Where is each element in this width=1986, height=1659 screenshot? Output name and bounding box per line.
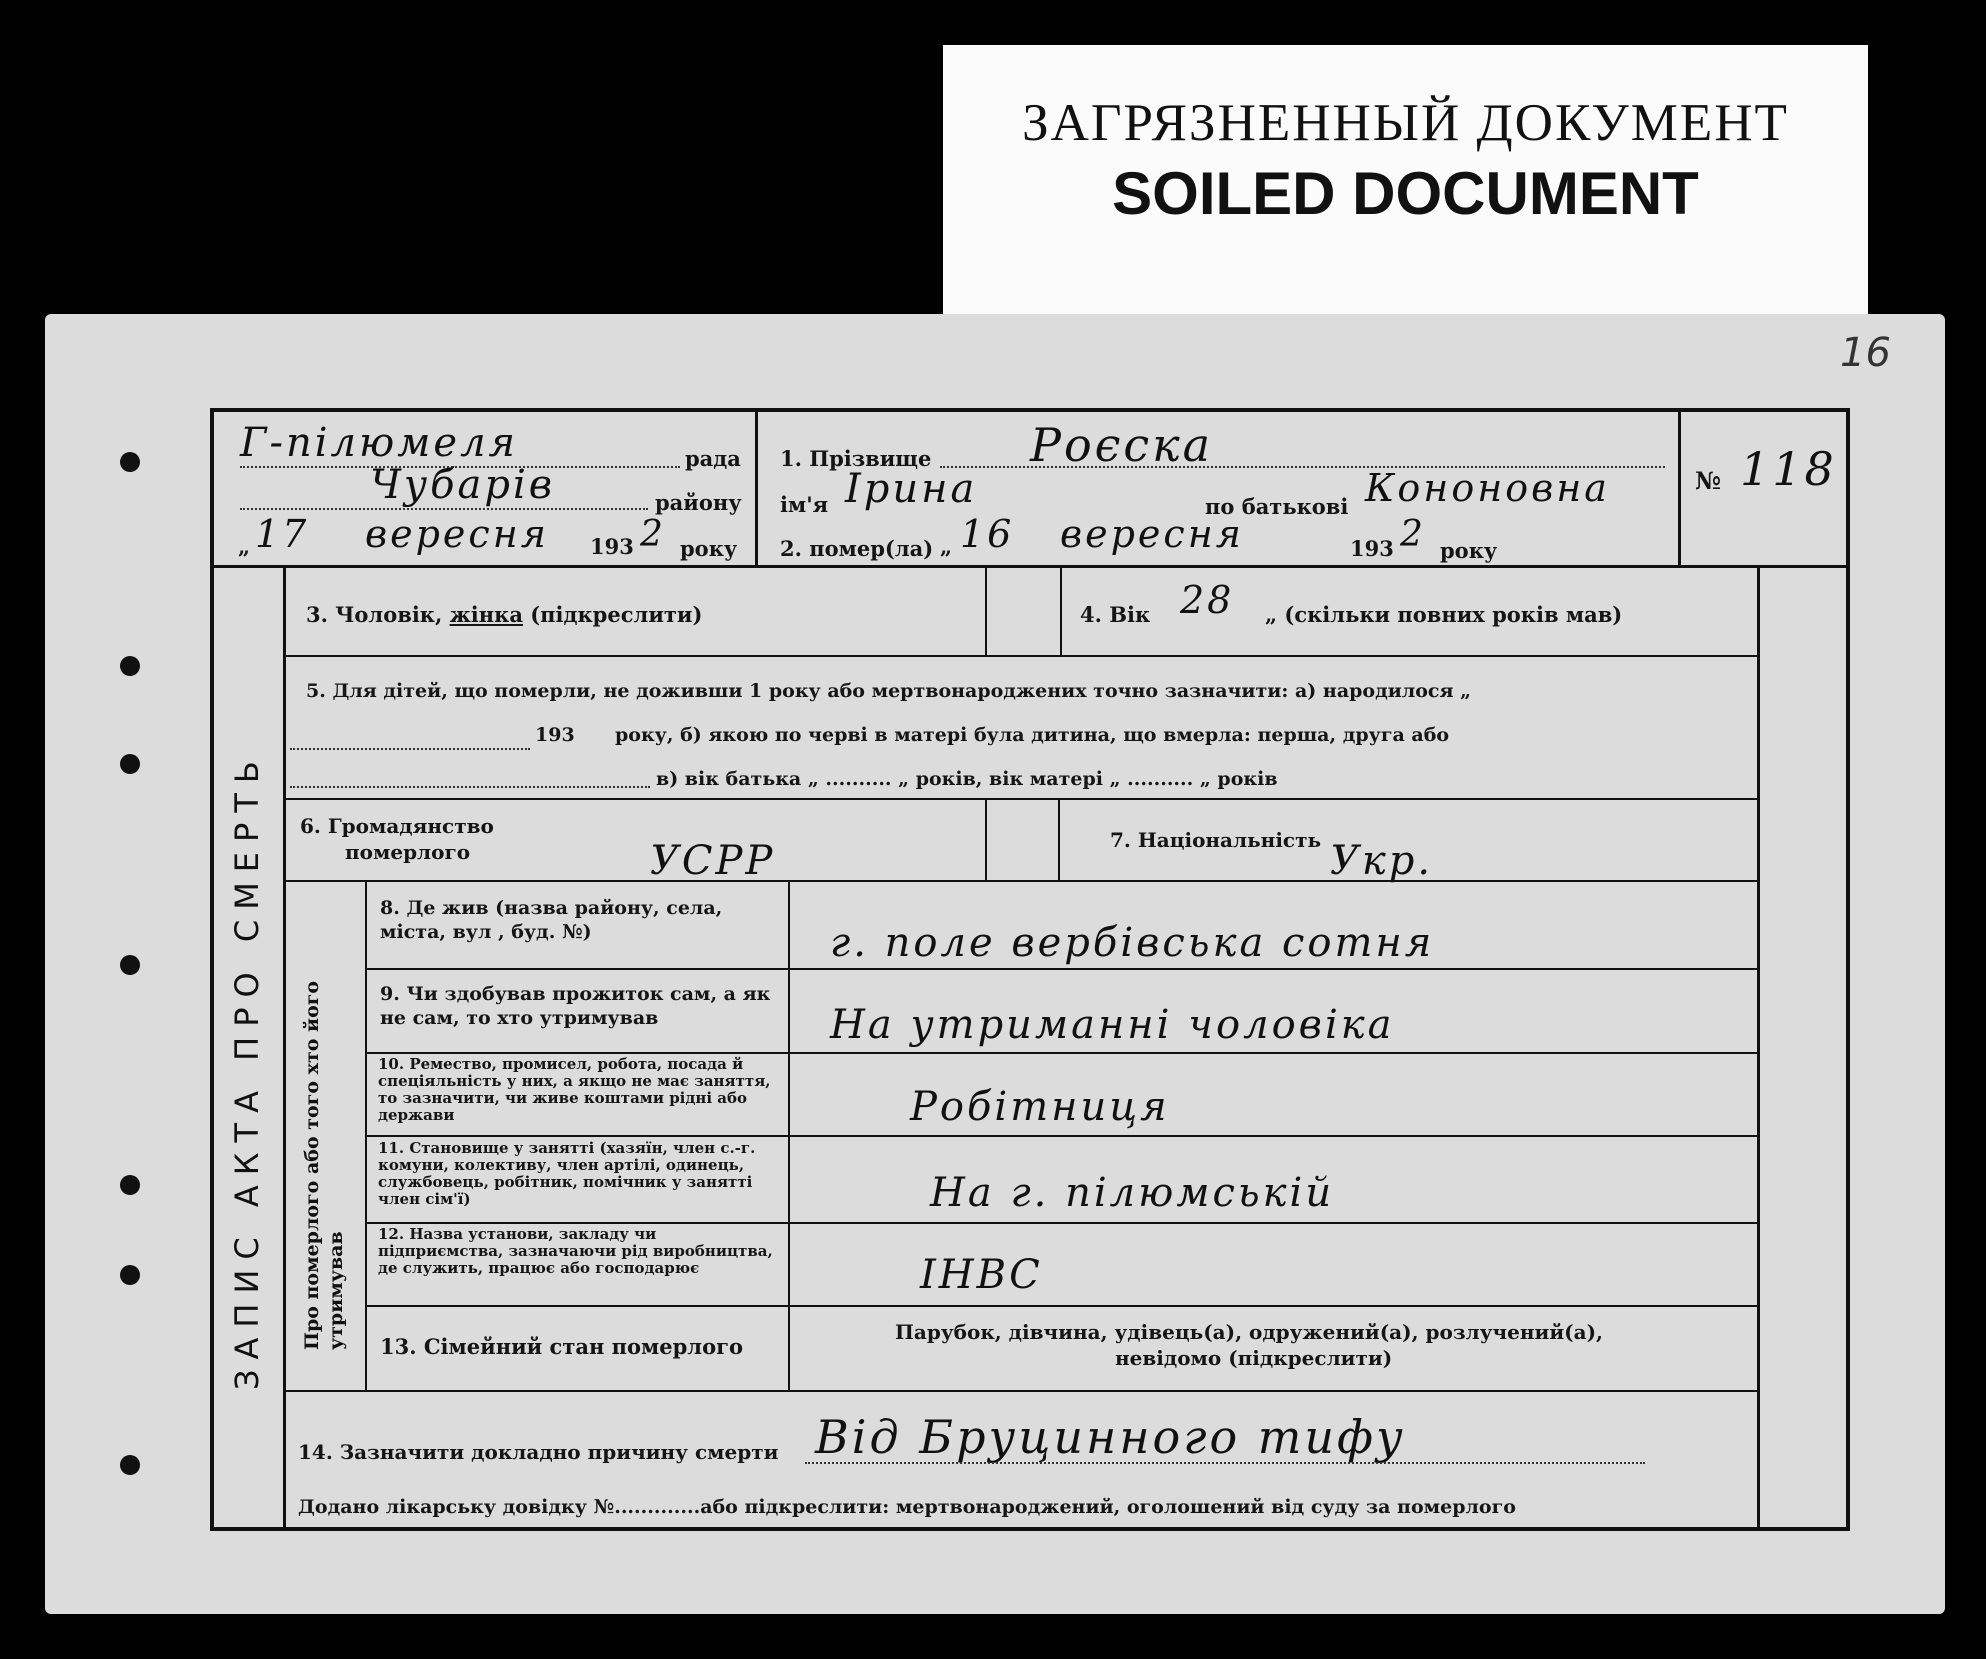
- field-12-label: 12. Назва установи, закладу чи підприємства, зазначаючи рід виробництва, де служить, працює або господарює: [378, 1225, 773, 1277]
- field-7-value: Укр.: [1330, 838, 1434, 884]
- number-label: №: [1695, 466, 1722, 495]
- reg-year-hand: 2: [640, 514, 666, 555]
- rayon-handwritten: Чубарів: [370, 462, 556, 508]
- field-9-label: 9. Чи здобував прожиток сам, а як не сам, то хто утримував: [380, 983, 771, 1029]
- died-label: 2. помер(ла): [780, 536, 934, 561]
- name-value: Ірина: [845, 466, 978, 512]
- punch-hole: [120, 452, 140, 472]
- footer-note: Додано лікарську довідку №.............або підкреслити: мертвонароджений, оголошений від суду за померлого: [298, 1496, 1516, 1518]
- field-5-line1: 5. Для дітей, що померли, не доживши 1 року або мертвонароджених точно зазначити: а) народилося „: [306, 680, 1472, 702]
- punch-hole: [120, 955, 140, 975]
- died-year-hand: 2: [1400, 514, 1426, 555]
- soiled-document-stamp: [943, 45, 1868, 330]
- reg-day: 17: [255, 512, 310, 556]
- field-6-value: УСРР: [650, 838, 776, 884]
- field-12-value: ІНВС: [920, 1252, 1043, 1298]
- reg-month: вересня: [365, 512, 549, 556]
- field-10-label: 10. Ремество, промисел, робота, посада й спеціяльність у них, а якщо не має заняття, то зазначити, чи живе коштами рідні або держави: [378, 1055, 771, 1124]
- field-4-age-value: 28: [1180, 578, 1235, 622]
- surname-label: 1. Прізвище: [780, 446, 932, 471]
- died-rik-label: року: [1440, 538, 1498, 563]
- patronymic-label: по батькові: [1205, 494, 1349, 519]
- field-5-line3: в) вік батька „ .......... „ років, вік матері „ .......... „ років: [656, 768, 1278, 790]
- punch-hole: [120, 1265, 140, 1285]
- reg-year-print: 193: [590, 534, 634, 559]
- field-8-label: 8. Де жив (назва району, села, міста, вул , буд. №): [380, 897, 723, 943]
- died-quote: „: [940, 534, 953, 559]
- field-6-label-1: 6. Громадянство: [300, 814, 494, 838]
- field-6-label-2: померлого: [345, 840, 471, 864]
- side-subtitle: Про померлого або того хто його утримував: [301, 980, 347, 1350]
- field-9-value: На утриманні чоловіка: [830, 1002, 1395, 1048]
- died-day: 16: [960, 512, 1015, 556]
- field-13-options-1: Парубок, дівчина, удівець(а), одружений(а), розлучений(а),: [895, 1320, 1604, 1344]
- punch-hole: [120, 656, 140, 676]
- field-10-value: Робітниця: [910, 1084, 1170, 1130]
- number-value: 118: [1740, 442, 1837, 496]
- field-13-label: 13. Сімейний стан померлого: [380, 1334, 743, 1359]
- field-11-label: 11. Становище у занятті (хазяїн, член с.-г. комуни, колективу, член артілі, одинець, службовець, робітник, помічник у занятті член сім'ї): [378, 1139, 756, 1208]
- field-5-line2: року, б) якою по черві в матері була дитина, що вмерла: перша, друга або: [615, 724, 1450, 746]
- field-7-label: 7. Національність: [1110, 828, 1322, 852]
- patronymic-value: Кононовна: [1365, 466, 1610, 510]
- rayon-label: району: [655, 490, 742, 515]
- rik-label: року: [680, 536, 738, 561]
- field-5-year: 193: [535, 724, 575, 746]
- stamp-line-en: SOILED DOCUMENT: [1112, 160, 1699, 227]
- rada-label: рада: [685, 446, 741, 471]
- reg-date-quote: „: [238, 534, 251, 559]
- name-label: ім'я: [780, 492, 829, 517]
- field-3-sex: 3. Чоловік, жінка (підкреслити): [306, 602, 703, 627]
- side-title: ЗАПИС АКТА ПРО СМЕРТЬ: [228, 751, 266, 1390]
- rada-handwritten: Г-пілюмеля: [240, 420, 519, 466]
- punch-hole: [120, 754, 140, 774]
- stamp-line-ru: ЗАГРЯЗНЕННЫЙ ДОКУМЕНТ: [1022, 94, 1789, 152]
- died-month: вересня: [1060, 512, 1244, 556]
- surname-value: Роєска: [1030, 418, 1214, 472]
- field-4-age-label: 4. Вік: [1080, 602, 1151, 627]
- died-year-print: 193: [1350, 536, 1394, 561]
- punch-hole: [120, 1175, 140, 1195]
- field-11-value: На г. пілюмській: [930, 1170, 1335, 1216]
- field-8-value: г. поле вербівська сотня: [830, 920, 1435, 966]
- page-number: 16: [1840, 330, 1891, 376]
- field-14-value: Від Бруцинного тифу: [815, 1410, 1406, 1464]
- field-4-suffix: „ (скільки повних років мав): [1265, 602, 1623, 627]
- field-14-label: 14. Зазначити докладно причину смерти: [298, 1440, 779, 1464]
- punch-hole: [120, 1455, 140, 1475]
- field-13-options-2: невідомо (підкреслити): [1115, 1346, 1393, 1370]
